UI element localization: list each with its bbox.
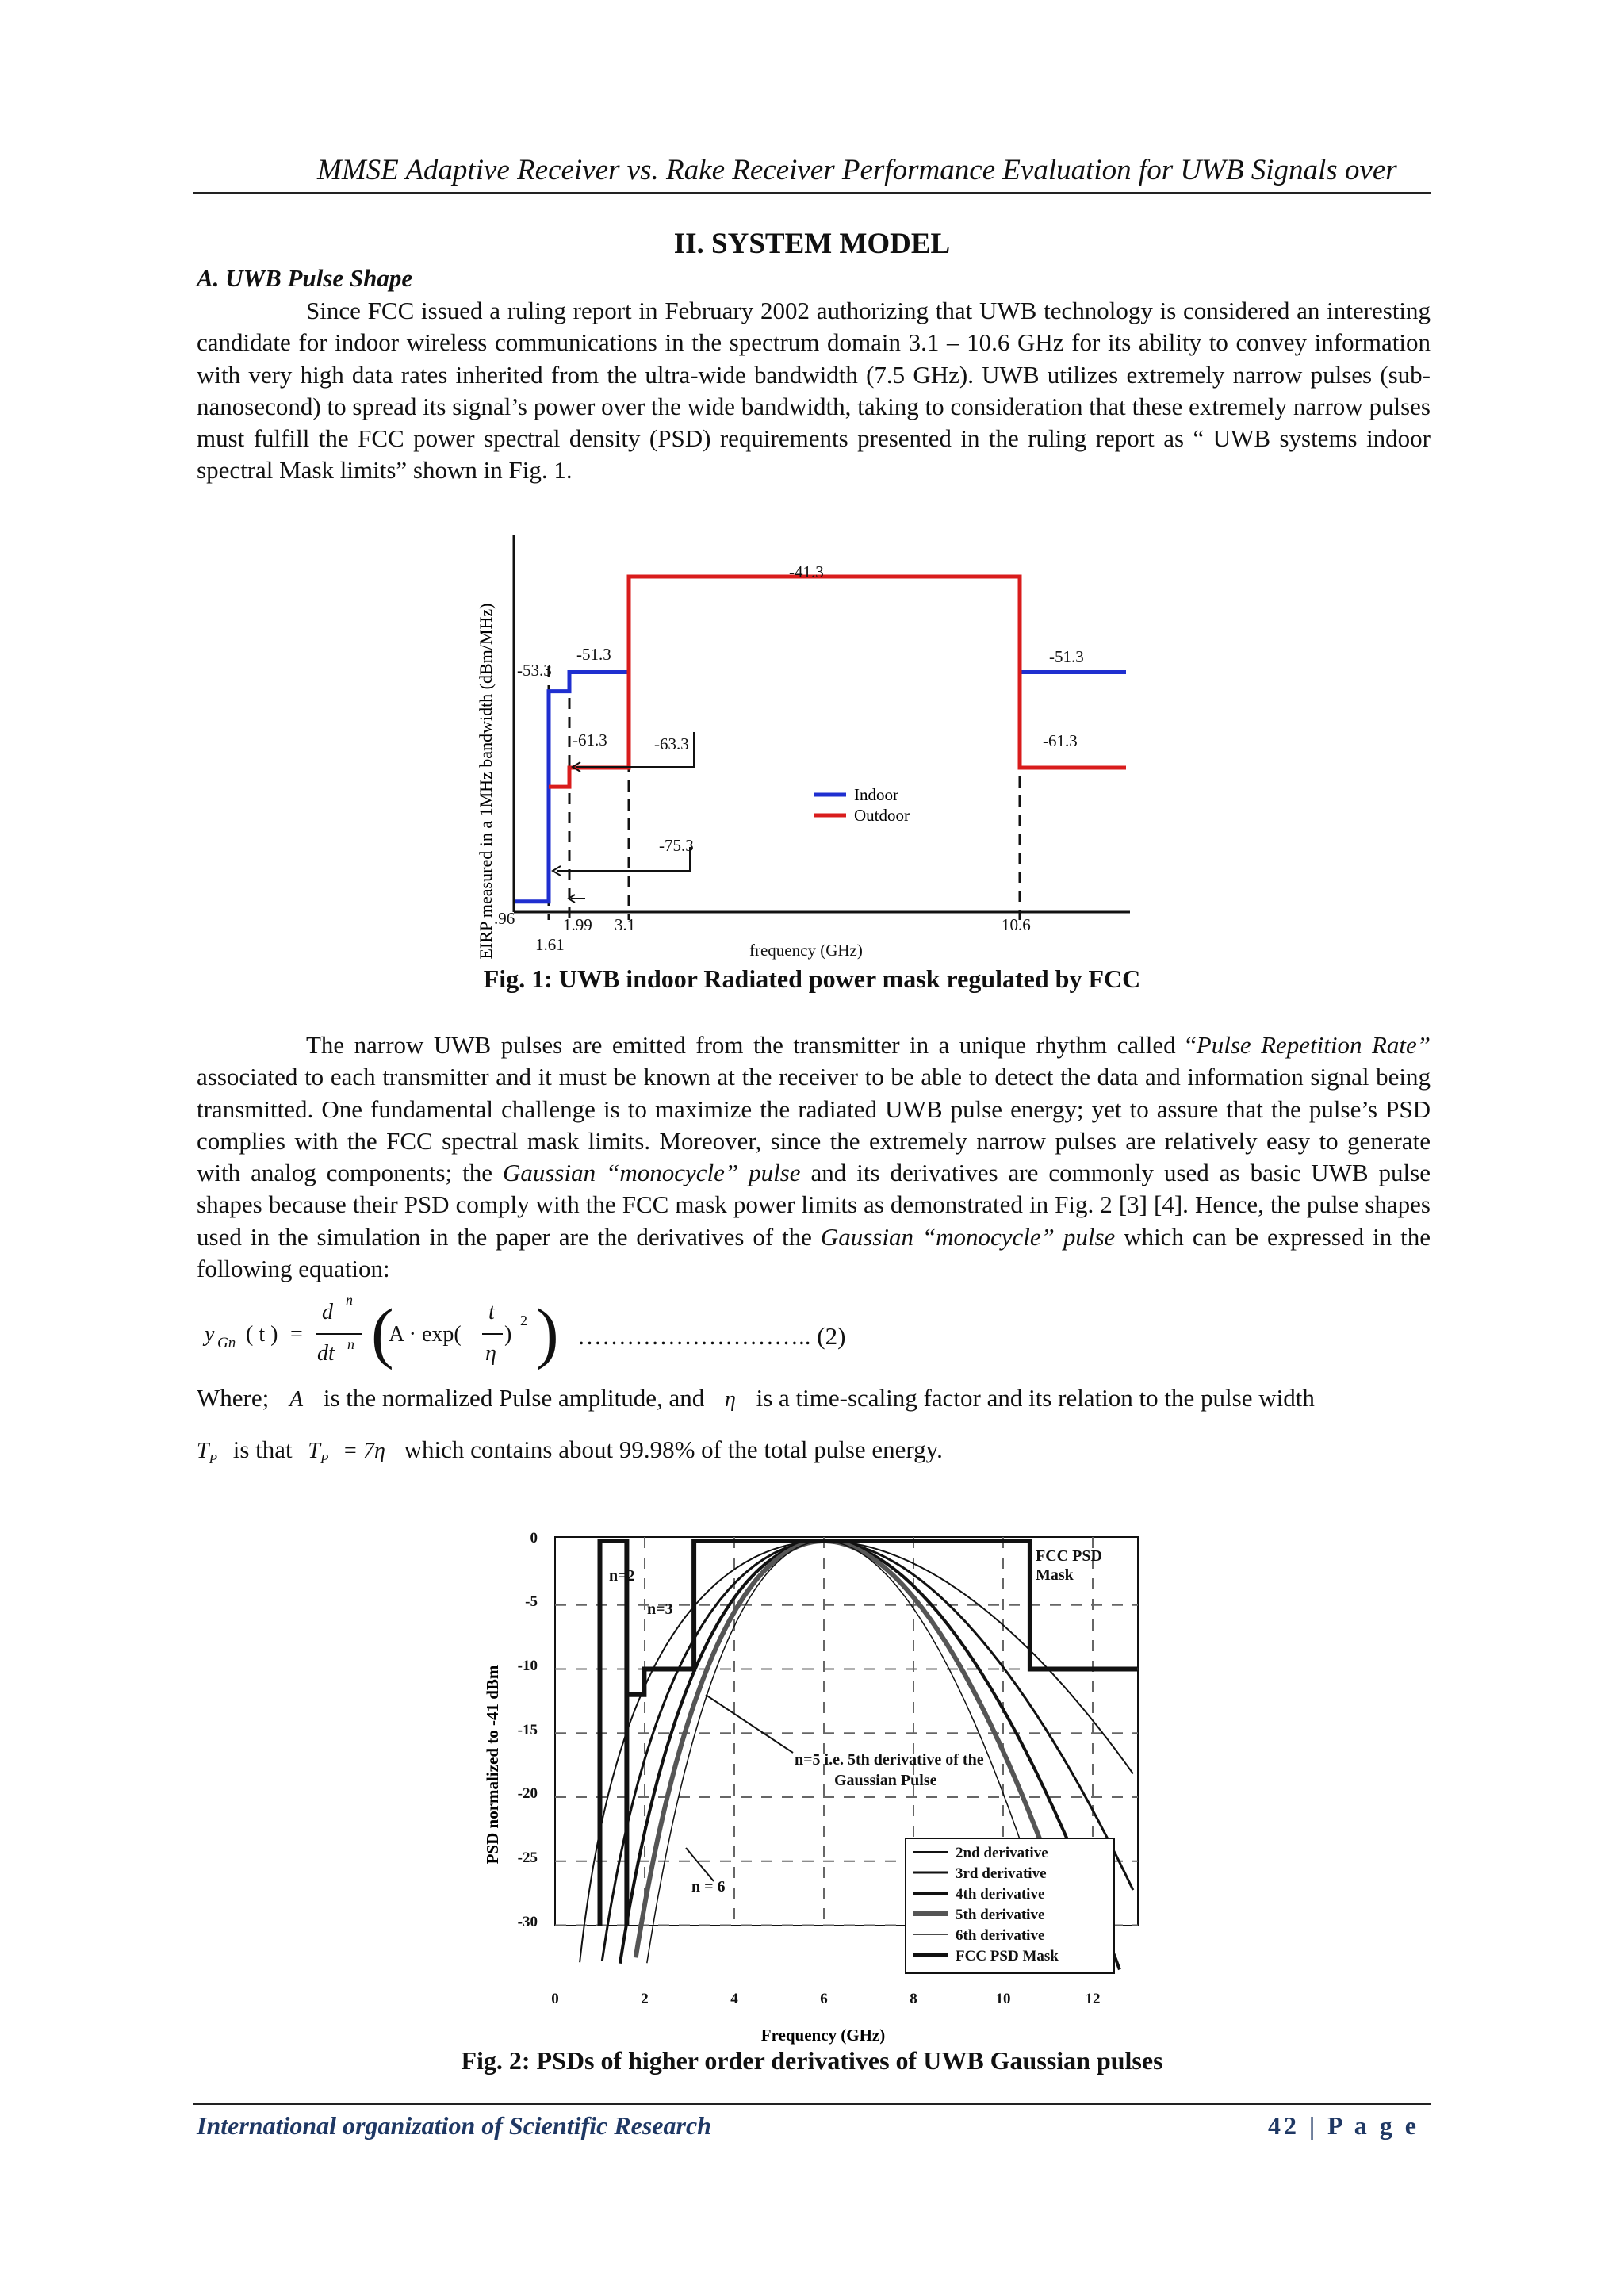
sym-tp-2: T [308,1439,320,1463]
fig2-ann-fcc-text: FCC PSD [1036,1547,1102,1565]
eq-den-sup: n [347,1336,354,1352]
eq-number: ……………………….. (2) [577,1322,846,1350]
fig2-pointer-n6 [686,1848,714,1881]
p2-b: Pulse Repetition Rate” [1196,1031,1431,1059]
eq-den: dt [317,1341,335,1366]
fig2-ytick-20: -20 [517,1785,538,1802]
eq-close: ) [504,1322,512,1347]
fig1-xtick-31: 3.1 [615,915,636,934]
fig1-arrows [553,732,694,903]
fig2-xtick-0: 0 [551,1991,559,2007]
eq-y: y [205,1322,215,1347]
eq-frac-eta: η [485,1341,496,1366]
sym-A: A [289,1387,304,1412]
where-2: is the normalized Pulse amplitude, and [323,1384,705,1412]
sym-tp: T [197,1439,209,1463]
eq-power: 2 [520,1313,527,1328]
fig2-xtick-4: 4 [730,1991,738,2007]
where-1: Where; [197,1384,270,1412]
eq-sub-gn: Gn [217,1335,236,1351]
p2-f: Gaussian “monocycle” pulse [820,1222,1116,1251]
fig2-legend-mask: FCC PSD Mask [956,1948,1059,1964]
fig2-xtick-6: 6 [820,1991,828,2007]
eq-lparen: ( [371,1294,394,1370]
eq-num: d [322,1300,333,1324]
sym-tp-2-sub: P [320,1451,329,1467]
p2-e: and its derivatives are commonly used as basic UWB pulse shapes because their PSD comply with the FCC mask power limits as demonstrated in Fig. 2 [3] [4]. Hence, the pulse shapes used in the simulation in the paper are the derivatives of the [197,1159,1431,1251]
fig2-ann-n2: n=2 [609,1567,635,1585]
fig2-xtick-2: 2 [641,1991,649,2007]
fig1-label-613-left: -61.3 [573,730,607,749]
fig2-legend-3: 3rd derivative [956,1865,1047,1882]
fig1-x-label: frequency (GHz) [749,941,863,960]
fig1-legend-outdoor: Outdoor [854,806,910,825]
fig2-ann-n6: n = 6 [691,1878,726,1895]
where-5: which contains about 99.98% of the total pulse energy. [404,1435,943,1463]
equation-2 [197,1289,1431,1384]
fig2-legend-4: 4th derivative [956,1886,1045,1903]
header-rule [193,192,1431,194]
fig2-xtick-10: 10 [995,1991,1011,2007]
fig2-x-ticks [551,1991,1100,2007]
fig2-ytick-10: -10 [517,1658,538,1674]
fig2-x-label: Frequency (GHz) [760,2026,886,2045]
p2-g: which can be expressed in the following equation: [197,1222,1431,1283]
where-3: is a time-scaling factor and its relation to the pulse width [756,1384,1315,1412]
fig2-ann-n5-line1: n=5 i.e. 5th derivative of the [795,1751,984,1769]
paragraph-1-text: Since FCC issued a ruling report in February 2002 authorizing that UWB technology is considered an interesting candidate for indoor wireless communications in the spectrum domain 3.1 – 10.6 GHz for its ability to convey information with very high data rates inherited from the ultra-wide bandwidth (7.5 GHz). UWB utilizes extremely narrow pulses (sub-nanosecond) to spread its signal’s power over the wide bandwidth, taking to consideration that these extremely narrow pulses must fulfill the FCC power spectral density (PSD) requirements presented in the ruling report as “ UWB systems indoor spectral Mask limits” shown in Fig. 1. [197,297,1431,485]
fig2-y-ticks [518,1530,538,1930]
figure-1-chart [460,527,1174,964]
section-title: II. SYSTEM MODEL [673,228,951,260]
fig1-legend-indoor: Indoor [854,785,898,804]
fig1-guides [549,666,1020,920]
paragraph-2 [197,1029,1431,1285]
figure-1-caption: Fig. 1: UWB indoor Radiated power mask regulated by FCC [483,964,1141,993]
fig2-ytick-5: -5 [525,1593,538,1610]
eq-targ: ( t ) [246,1322,278,1347]
sym-eta: η [724,1387,736,1412]
fig2-ann-n5-line2: Gaussian Pulse [834,1772,937,1789]
fig1-xtick-096: .96 [494,909,515,928]
fig1-xtick-199: 1.99 [563,915,592,934]
p2-c: associated to each transmitter and it must be known at the receiver to be able to detect the data and information signal being transmitted. One fundamental challenge is to maximize the radiated UWB pulse energy; yet to assure that the pulse’s PSD complies with the FCC spectral mask limits. Moreover, since the extremely narrow pulses are relatively easy to generate with analog components; the [197,1063,1431,1187]
fig2-legend-2: 2nd derivative [956,1845,1048,1861]
fig1-legend [814,785,910,825]
eq-num-sup: n [346,1292,353,1308]
fig2-ann-n3: n=3 [647,1600,673,1618]
fig2-legend-6: 6th derivative [956,1927,1045,1944]
fig2-xtick-12: 12 [1085,1991,1101,2007]
fig1-label-533: -53.3 [517,661,552,680]
running-header: MMSE Adaptive Receiver vs. Rake Receiver Performance Evaluation for UWB Signals over [317,154,1397,186]
fig1-y-label: EIRP measured in a 1MHz bandwidth (dBm/MHz) [476,603,496,960]
fig2-xtick-8: 8 [910,1991,917,2007]
fig2-legend [906,1838,1114,1973]
eq-inner-bar [482,1333,503,1335]
eq-body: A · exp( [389,1322,462,1347]
footer-page-number: 42 | P a g e [1267,2111,1419,2140]
tp-line [197,1435,1431,1467]
sym-tp-sub: P [209,1451,217,1467]
fig1-series-outdoor [549,577,1126,787]
fig1-label-513-left: -51.3 [576,645,611,664]
fig2-ytick-15: -15 [517,1722,538,1738]
paragraph-1 [197,295,1431,487]
eq-equals: = [290,1322,303,1347]
fig2-pointer-n5 [706,1695,793,1753]
p2-a: The narrow UWB pulses are emitted from the transmitter in a unique rhythm called “ [306,1031,1197,1059]
footer-journal: International organization of Scientific Research [197,2111,711,2140]
fig1-label-413: -41.3 [789,562,824,581]
fig2-legend-5: 5th derivative [956,1907,1045,1923]
fig1-label-613-right: -61.3 [1043,731,1078,750]
fig1-label-753: -75.3 [659,836,694,855]
fig1-label-513-right: -51.3 [1049,647,1084,666]
fig2-ytick-30: -30 [517,1914,538,1930]
eq-tp-rhs: = 7η [343,1439,385,1463]
where-4: is that [232,1435,293,1463]
fig2-ytick-25: -25 [517,1849,538,1866]
fig1-xtick-106: 10.6 [1002,915,1031,934]
fig2-pointers [686,1695,793,1881]
figure-2-chart [476,1527,1158,2050]
fig2-ann-fcc-text-2: Mask [1036,1566,1074,1584]
where-line [197,1384,1431,1412]
fig1-label-633: -63.3 [654,734,689,753]
fig1-xtick-161: 1.61 [535,935,565,954]
fig2-ann-n5 [795,1751,984,1789]
footer-rule [193,2103,1431,2105]
eq-frac-bar [316,1333,362,1335]
paragraph-2-text [197,1029,1431,1285]
eq-frac-t: t [488,1300,495,1324]
figure-2-caption: Fig. 2: PSDs of higher order derivatives of UWB Gaussian pulses [461,2046,1163,2075]
subsection-title: A. UWB Pulse Shape [197,264,413,292]
eq-rparen: ) [536,1294,559,1370]
fig2-y-label: PSD normalized to -41 dBm [483,1665,502,1865]
fig2-ytick-0: 0 [530,1530,538,1547]
p2-d: Gaussian “monocycle” pulse [502,1159,801,1187]
